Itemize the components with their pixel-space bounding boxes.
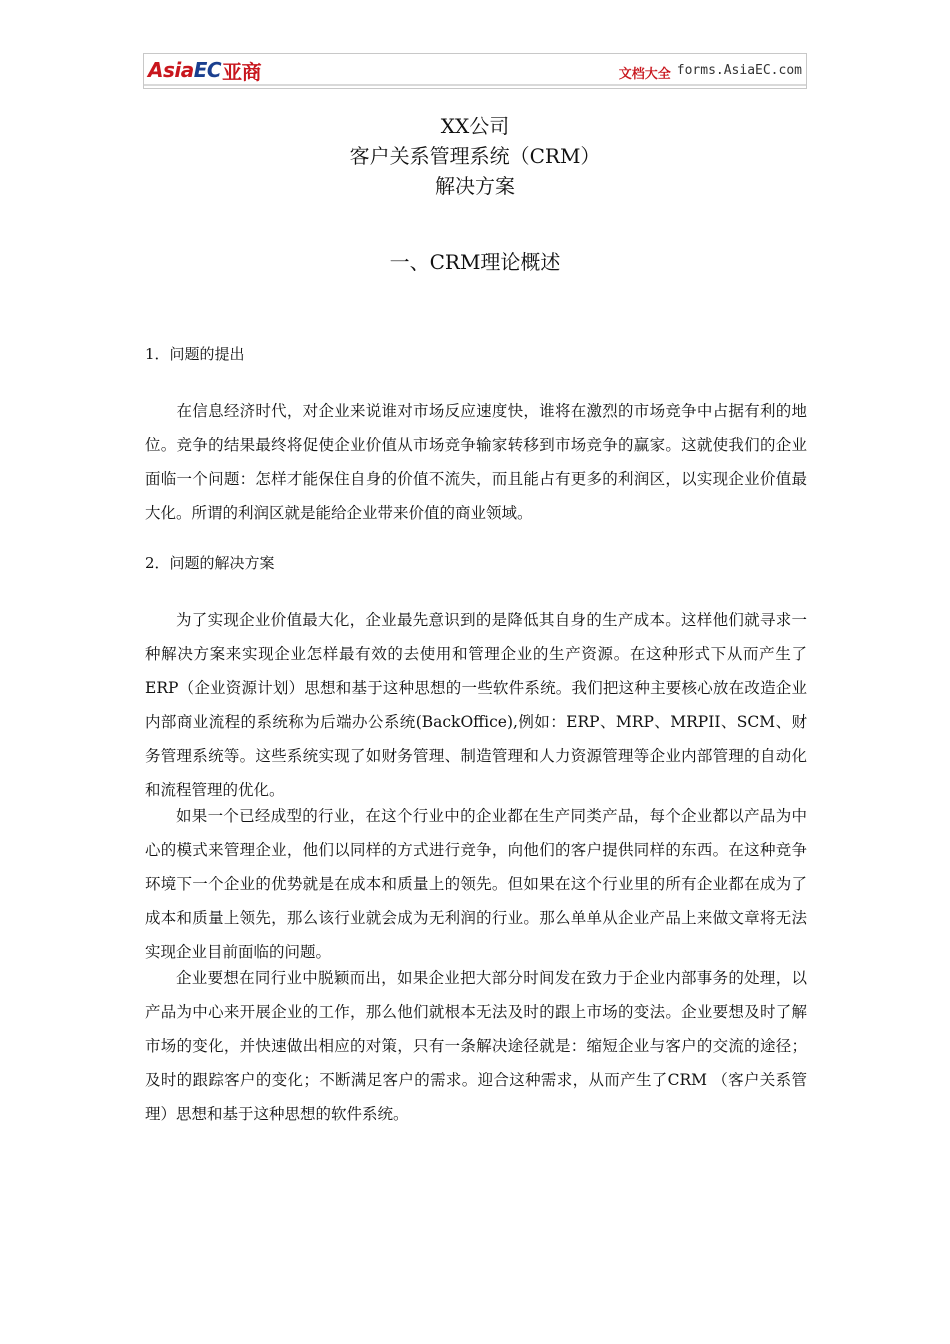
doc-title-line2: 客户关系管理系统（CRM） (349, 144, 601, 168)
paragraph-2: 为了实现企业价值最大化，企业最先意识到的是降低其自身的生产成本。这样他们就寻求一种解决方案来实现企业怎样最有效的去使用和管理企业的生产资源。在这种形式下从而产生了ERP（企业资源计划）思想和基于这种思想的一些软件系统。我们把这种主要核心放在改造企业内部商业流程的系统称为后端办公系统(BackOffice),例如：ERP、MRP、MRPII、SCM、财务管理系统等。这些系统实现了如财务管理、制造管理和人力资源管理等企业内部管理的自动化和流程管理的优化。 (145, 611, 807, 799)
section-heading: 一、CRM理论概述 (389, 250, 561, 274)
doc-title-line3: 解决方案 (435, 174, 515, 198)
paragraph-3: 如果一个已经成型的行业，在这个行业中的企业都在生产同类产品，每个企业都以产品为中心的模式来管理企业，他们以同样的方式进行竞争，向他们的客户提供同样的东西。在这种竞争环境下一个企业的优势就是在成本和质量上的领先。但如果在这个行业里的所有企业都在成为了成本和质量上领先，那么该行业就会成为无利润的行业。那么单单从企业产品上来做文章将无法实现企业目前面临的问题。 (145, 807, 807, 961)
paragraph-1: 在信息经济时代，对企业来说谁对市场反应速度快，谁将在激烈的市场竞争中占据有利的地位。竞争的结果最终将促使企业价值从市场竞争输家转移到市场竞争的赢家。这就使我们的企业面临一个问题：怎样才能保住自身的价值不流失，而且能占有更多的利润区，以实现企业价值最大化。所谓的利润区就是能给企业带来价值的商业领域。 (145, 402, 807, 522)
tag-url-link[interactable]: forms.AsiaEC.com (676, 63, 802, 78)
paragraph-4: 企业要想在同行业中脱颖而出，如果企业把大部分时间发在致力于企业内部事务的处理，以产品为中心来开展企业的工作，那么他们就根本无法及时的跟上市场的变法。企业要想及时了解市场的变化，并快速做出相应的对策，只有一条解决途径就是：缩短企业与客户的交流的途径；及时的跟踪客户的变化；不断满足客户的需求。迎合这种需求，从而产生了CRM （客户关系管理）思想和基于这种思想的软件系统。 (145, 969, 807, 1123)
asiaec-logo[interactable] (148, 58, 261, 82)
subheading-2: 2．问题的解决方案 (145, 554, 275, 572)
doc-title-line1: XX公司 (440, 114, 510, 138)
logo-text-asia: Asia (148, 58, 194, 82)
logo-text-ec: EC (193, 58, 222, 82)
logo-text-cn: 亚商 (222, 59, 262, 84)
tag-label: 文档大全 (618, 67, 671, 82)
header-divider (144, 84, 806, 86)
page-header (143, 53, 807, 89)
header-tagline (619, 63, 802, 82)
subheading-1: 1．问题的提出 (145, 345, 245, 363)
